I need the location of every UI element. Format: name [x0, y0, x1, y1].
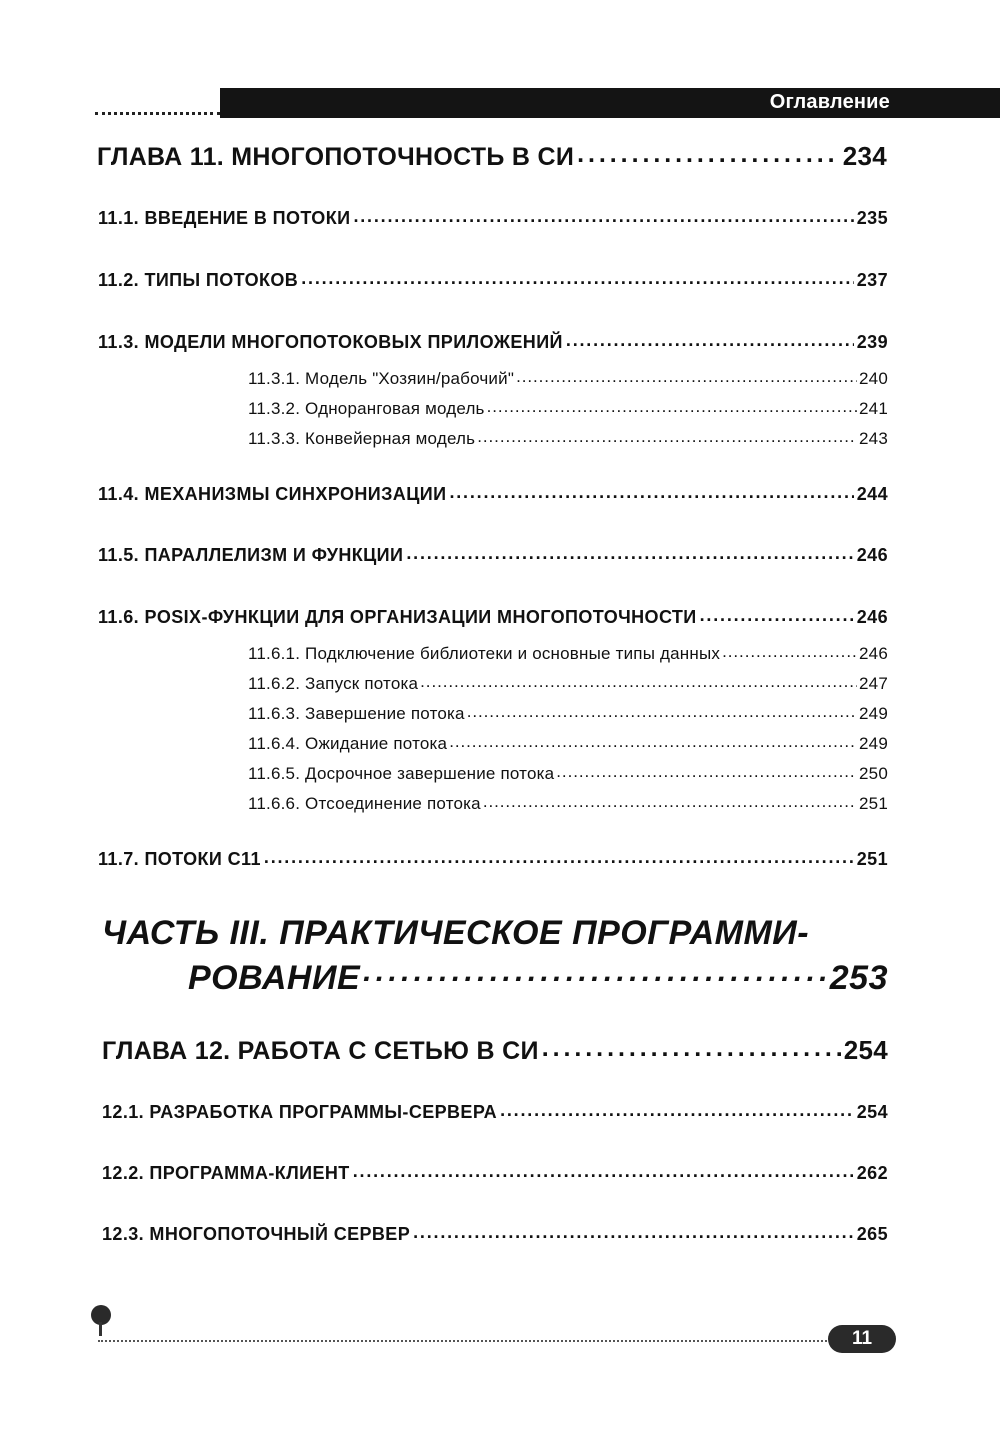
dot-leader — [353, 1161, 854, 1179]
entry-page: 250 — [859, 764, 888, 783]
entry-page: 237 — [856, 270, 888, 290]
dot-leader — [556, 762, 857, 779]
entry-page: 247 — [859, 674, 888, 693]
toc-subsection-11-6-5[interactable] — [248, 762, 888, 784]
dot-leader — [449, 732, 857, 749]
entry-title: 11.6.2. Запуск потока — [248, 674, 419, 693]
toc-section-11-6[interactable] — [98, 605, 888, 628]
toc-section-11-5[interactable] — [98, 543, 888, 566]
entry-title: РОВАНИЕ — [188, 959, 361, 997]
entry-title: 11.6.3. Завершение потока — [248, 704, 465, 723]
dot-leader — [406, 543, 853, 561]
entry-title: 11.3.3. Конвейерная модель — [248, 429, 476, 448]
entry-title: 11.5. ПАРАЛЛЕЛИЗМ И ФУНКЦИИ — [98, 545, 404, 565]
toc-subsection-11-3-1[interactable] — [248, 367, 888, 389]
toc-section-12-1[interactable] — [102, 1100, 888, 1123]
entry-page: 235 — [856, 208, 888, 228]
entry-page: 234 — [842, 141, 887, 171]
entry-title: 11.3.2. Одноранговая модель — [248, 399, 485, 418]
dot-leader — [420, 672, 857, 689]
entry-page: 240 — [859, 369, 888, 388]
header-title: Оглавление — [769, 91, 890, 113]
dot-leader — [467, 702, 857, 719]
toc-section-12-2[interactable] — [102, 1161, 888, 1184]
toc-subsection-11-6-6[interactable] — [248, 792, 888, 814]
toc-subsection-11-6-3[interactable] — [248, 702, 888, 724]
dot-leader — [413, 1222, 854, 1240]
dot-leader — [700, 605, 854, 623]
entry-title: 11.7. ПОТОКИ С11 — [98, 849, 261, 869]
entry-page: 262 — [856, 1163, 888, 1183]
entry-page: 251 — [856, 849, 888, 869]
toc-chapter-12[interactable] — [102, 1034, 888, 1066]
toc-section-11-7[interactable] — [98, 847, 888, 870]
entry-page: 254 — [843, 1035, 888, 1065]
toc-part-3-line2[interactable] — [188, 955, 888, 998]
entry-page: 251 — [859, 794, 888, 813]
dot-leader — [483, 792, 857, 809]
toc-subsection-11-6-1[interactable] — [248, 642, 888, 664]
entry-title: 12.2. ПРОГРАММА-КЛИЕНТ — [102, 1163, 350, 1183]
entry-title: 12.1. РАЗРАБОТКА ПРОГРАММЫ-СЕРВЕРА — [102, 1102, 498, 1122]
entry-page: 244 — [856, 484, 888, 504]
page-number-badge: 11 — [828, 1325, 896, 1353]
toc-section-12-3[interactable] — [102, 1222, 888, 1245]
dot-leader — [566, 330, 854, 348]
entry-title: 11.3.1. Модель "Хозяин/рабочий" — [248, 369, 515, 388]
footer-dotted-rule — [98, 1340, 838, 1342]
dot-leader — [542, 1034, 841, 1059]
dot-leader — [722, 642, 857, 659]
dot-leader — [301, 268, 854, 286]
footer-bullet-stem — [99, 1322, 102, 1336]
entry-page: 265 — [856, 1224, 888, 1244]
toc-section-11-3[interactable] — [98, 330, 888, 353]
dot-leader — [449, 482, 853, 500]
entry-title: 11.2. ТИПЫ ПОТОКОВ — [98, 270, 299, 290]
dot-leader — [363, 955, 827, 989]
entry-title: ГЛАВА 12. РАБОТА С СЕТЬЮ В СИ — [102, 1037, 539, 1065]
dot-leader — [500, 1100, 854, 1118]
entry-title: 11.6.5. Досрочное завершение потока — [248, 764, 555, 783]
header-band — [220, 88, 1000, 118]
toc-chapter-11[interactable] — [97, 140, 887, 172]
entry-title: 11.6.6. Отсоединение потока — [248, 794, 481, 813]
header-dotted-rule — [95, 112, 220, 115]
entry-title: 11.3. МОДЕЛИ МНОГОПОТОКОВЫХ ПРИЛОЖЕНИЙ — [98, 332, 563, 352]
entry-title: ГЛАВА 11. МНОГОПОТОЧНОСТЬ В СИ — [97, 143, 575, 171]
entry-page: 254 — [856, 1102, 888, 1122]
entry-page: 241 — [859, 399, 888, 418]
toc-subsection-11-3-3[interactable] — [248, 427, 888, 449]
toc-part-3-line1[interactable]: ЧАСТЬ III. ПРАКТИЧЕСКОЕ ПРОГРАММИ- — [102, 914, 810, 952]
toc-subsection-11-6-2[interactable] — [248, 672, 888, 694]
entry-page: 249 — [859, 734, 888, 753]
entry-page: 246 — [856, 545, 888, 565]
entry-page: 239 — [856, 332, 888, 352]
dot-leader — [353, 206, 853, 224]
dot-leader — [577, 140, 840, 165]
toc-section-11-2[interactable] — [98, 268, 888, 291]
entry-title: 11.6.4. Ожидание потока — [248, 734, 448, 753]
entry-page: 253 — [829, 959, 888, 997]
toc-section-11-4[interactable] — [98, 482, 888, 505]
entry-page: 243 — [859, 429, 888, 448]
dot-leader — [477, 427, 857, 444]
entry-page: 249 — [859, 704, 888, 723]
entry-page: 246 — [859, 644, 888, 663]
toc-subsection-11-3-2[interactable] — [248, 397, 888, 419]
entry-title: 11.1. ВВЕДЕНИЕ В ПОТОКИ — [98, 208, 351, 228]
dot-leader — [264, 847, 854, 865]
entry-title: 11.6.1. Подключение библиотеки и основные типы данных — [248, 644, 721, 663]
toc-section-11-1[interactable] — [98, 206, 888, 229]
entry-title: 11.4. МЕХАНИЗМЫ СИНХРОНИЗАЦИИ — [98, 484, 447, 504]
dot-leader — [487, 397, 857, 414]
entry-title: 12.3. МНОГОПОТОЧНЫЙ СЕРВЕР — [102, 1224, 411, 1244]
entry-page: 246 — [856, 607, 888, 627]
toc-subsection-11-6-4[interactable] — [248, 732, 888, 754]
entry-title: 11.6. POSIX-ФУНКЦИИ ДЛЯ ОРГАНИЗАЦИИ МНОГОПОТОЧНОСТИ — [98, 607, 697, 627]
dot-leader — [516, 367, 857, 384]
